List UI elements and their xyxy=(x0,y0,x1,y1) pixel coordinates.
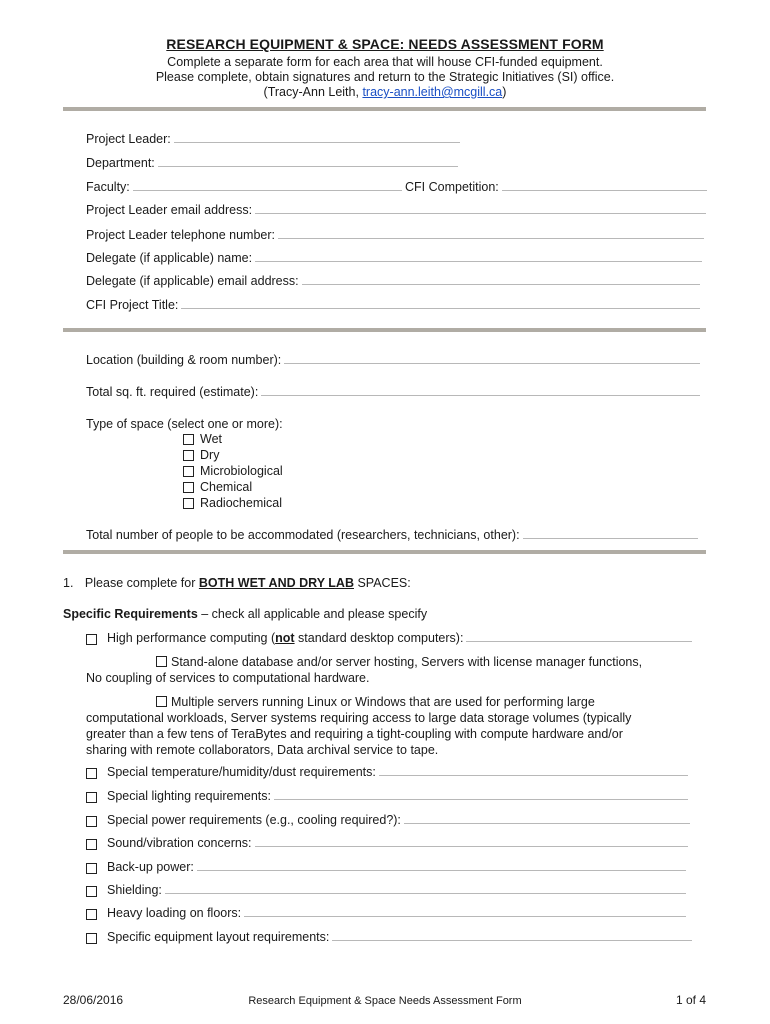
standalone-text-1: Stand-alone database and/or server hosting, Servers with license manager functions, xyxy=(171,655,643,669)
requirement-item[interactable] xyxy=(86,883,686,897)
space-type-option[interactable] xyxy=(183,448,219,462)
power-checkbox[interactable] xyxy=(86,816,97,827)
temperature-line[interactable] xyxy=(379,774,688,776)
requirement-item[interactable] xyxy=(86,813,690,827)
contact-line xyxy=(0,85,770,99)
faculty-label: Faculty: xyxy=(86,180,130,194)
requirement-item[interactable] xyxy=(86,860,686,874)
specific-requirements-rest: – check all applicable and please specify xyxy=(197,607,428,621)
wet-checkbox[interactable] xyxy=(183,434,194,445)
standalone-checkbox[interactable] xyxy=(156,656,167,667)
multi-server-text-4: sharing with remote collaborators, Data archival service to tape. xyxy=(86,743,439,757)
space-type-option[interactable] xyxy=(183,480,252,494)
backup-power-checkbox[interactable] xyxy=(86,863,97,874)
project-leader-field[interactable] xyxy=(86,132,460,146)
leader-telephone-label: Project Leader telephone number: xyxy=(86,228,276,242)
section-emphasis: BOTH WET AND DRY LAB xyxy=(198,576,354,590)
project-title-field[interactable] xyxy=(86,298,700,312)
footer-title: Research Equipment & Space Needs Assessment Form xyxy=(248,995,522,1007)
shielding-checkbox[interactable] xyxy=(86,886,97,897)
delegate-name-label: Delegate (if applicable) name: xyxy=(86,251,253,265)
layout-checkbox[interactable] xyxy=(86,933,97,944)
space-type-option[interactable] xyxy=(183,432,222,446)
requirement-item[interactable] xyxy=(86,789,688,803)
requirement-item[interactable] xyxy=(86,765,688,779)
heavy-loading-line[interactable] xyxy=(244,915,686,917)
power-label: Special power requirements (e.g., cooling required?): xyxy=(107,813,401,827)
department-label: Department: xyxy=(86,156,155,170)
section-divider xyxy=(63,550,706,554)
hpc-checkbox[interactable] xyxy=(86,634,97,645)
requirement-item[interactable] xyxy=(86,836,688,850)
sqft-field[interactable] xyxy=(86,385,700,399)
space-type-option[interactable] xyxy=(183,496,282,510)
cfi-competition-line[interactable] xyxy=(502,189,707,191)
section-divider xyxy=(63,107,706,111)
multi-server-text-2: computational workloads, Server systems requiring access to large data storage volumes (typically xyxy=(86,711,632,725)
heavy-loading-label: Heavy loading on floors: xyxy=(107,906,242,920)
faculty-field[interactable] xyxy=(86,180,402,194)
contact-email-link[interactable]: tracy-ann.leith@mcgill.ca xyxy=(362,85,503,99)
contact-suffix: ) xyxy=(502,85,507,99)
radiochemical-label: Radiochemical xyxy=(200,496,282,510)
delegate-email-line[interactable] xyxy=(302,283,700,285)
people-count-label: Total number of people to be accommodated (researchers, technicians, other): xyxy=(86,528,520,542)
project-title-label: CFI Project Title: xyxy=(86,298,179,312)
cfi-competition-field[interactable] xyxy=(405,180,707,194)
dry-checkbox[interactable] xyxy=(183,450,194,461)
department-field[interactable] xyxy=(86,156,458,170)
instruction-line-2: Please complete, obtain signatures and return to the Strategic Initiatives (SI) office. xyxy=(155,70,615,84)
lighting-checkbox[interactable] xyxy=(86,792,97,803)
cfi-competition-label: CFI Competition: xyxy=(405,180,499,194)
space-type-label: Type of space (select one or more): xyxy=(86,417,283,431)
delegate-name-field[interactable] xyxy=(86,251,702,265)
delegate-name-line[interactable] xyxy=(255,260,702,262)
footer-page-number: 1 of 4 xyxy=(675,993,706,1007)
project-title-line[interactable] xyxy=(181,307,700,309)
leader-email-field[interactable] xyxy=(86,203,706,217)
section-divider xyxy=(63,328,706,332)
microbiological-label: Microbiological xyxy=(200,464,283,478)
sqft-line[interactable] xyxy=(261,394,700,396)
backup-power-line[interactable] xyxy=(197,869,686,871)
multi-server-text-1: Multiple servers running Linux or Windows that are used for performing large xyxy=(171,695,595,709)
requirement-item[interactable] xyxy=(86,906,686,920)
people-count-field[interactable] xyxy=(86,528,698,542)
temperature-checkbox[interactable] xyxy=(86,768,97,779)
heavy-loading-checkbox[interactable] xyxy=(86,909,97,920)
specific-requirements-bold: Specific Requirements xyxy=(63,607,198,621)
temperature-label: Special temperature/humidity/dust requirements: xyxy=(107,765,376,779)
sound-vibration-line[interactable] xyxy=(255,845,688,847)
leader-telephone-field[interactable] xyxy=(86,228,704,242)
instruction-line-1: Complete a separate form for each area that will house CFI-funded equipment. xyxy=(167,55,603,69)
layout-line[interactable] xyxy=(332,939,692,941)
sqft-label: Total sq. ft. required (estimate): xyxy=(86,385,259,399)
hpc-not: not xyxy=(275,631,295,645)
project-leader-label: Project Leader: xyxy=(86,132,171,146)
section-1-heading xyxy=(63,576,411,590)
chemical-checkbox[interactable] xyxy=(183,482,194,493)
footer-date: 28/06/2016 xyxy=(63,993,124,1007)
specific-requirements-heading xyxy=(63,607,427,621)
contact-prefix: (Tracy-Ann Leith, xyxy=(263,85,363,99)
hpc-line[interactable] xyxy=(466,640,692,642)
leader-email-line[interactable] xyxy=(255,212,706,214)
multi-server-text-3: greater than a few tens of TeraBytes and requiring a tight-coupling with compute hardware and/or xyxy=(86,727,623,741)
form-title: RESEARCH EQUIPMENT & SPACE: NEEDS ASSESSMENT FORM xyxy=(166,36,604,52)
microbiological-checkbox[interactable] xyxy=(183,466,194,477)
project-leader-line[interactable] xyxy=(174,141,460,143)
section-tail: SPACES: xyxy=(357,576,411,590)
hpc-label xyxy=(107,631,463,645)
shielding-line[interactable] xyxy=(165,892,686,894)
delegate-email-label: Delegate (if applicable) email address: xyxy=(86,274,299,288)
layout-label: Specific equipment layout requirements: xyxy=(107,930,330,944)
requirement-item[interactable] xyxy=(86,930,692,944)
chemical-label: Chemical xyxy=(200,480,253,494)
multi-server-option xyxy=(86,694,706,758)
hpc-label-b: standard desktop computers): xyxy=(294,631,464,645)
sound-vibration-label: Sound/vibration concerns: xyxy=(107,836,252,850)
faculty-line[interactable] xyxy=(133,189,402,191)
power-line[interactable] xyxy=(404,822,690,824)
space-type-option[interactable] xyxy=(183,464,283,478)
leader-telephone-line[interactable] xyxy=(278,237,704,239)
multi-server-checkbox[interactable] xyxy=(156,696,167,707)
hpc-label-a: High performance computing ( xyxy=(107,631,276,645)
hpc-field[interactable] xyxy=(86,631,692,645)
radiochemical-checkbox[interactable] xyxy=(183,498,194,509)
sound-vibration-checkbox[interactable] xyxy=(86,839,97,850)
wet-label: Wet xyxy=(200,432,222,446)
shielding-label: Shielding: xyxy=(107,883,162,897)
section-lead: Please complete for xyxy=(84,576,196,590)
backup-power-label: Back-up power: xyxy=(107,860,194,874)
lighting-label: Special lighting requirements: xyxy=(107,789,271,803)
leader-email-label: Project Leader email address: xyxy=(86,203,253,217)
dry-label: Dry xyxy=(200,448,220,462)
standalone-text-2: No coupling of services to computational hardware. xyxy=(86,671,370,685)
location-line[interactable] xyxy=(284,362,700,364)
section-number: 1. xyxy=(63,576,74,590)
delegate-email-field[interactable] xyxy=(86,274,700,288)
location-label: Location (building & room number): xyxy=(86,353,282,367)
lighting-line[interactable] xyxy=(274,798,688,800)
standalone-option xyxy=(86,654,706,686)
location-field[interactable] xyxy=(86,353,700,367)
department-line[interactable] xyxy=(158,165,458,167)
people-count-line[interactable] xyxy=(523,537,698,539)
